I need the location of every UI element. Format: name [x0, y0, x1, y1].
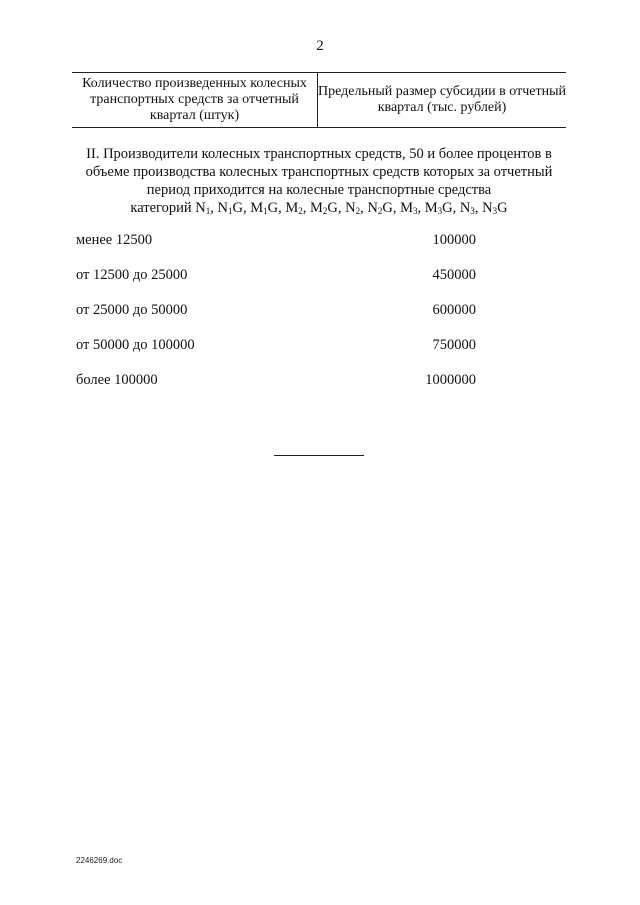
page-number: 2	[316, 38, 324, 54]
table-row	[76, 302, 476, 320]
category-code: $M_3G$	[424, 200, 453, 216]
category-code: $N_3G$	[482, 200, 508, 216]
quantity-range: от 12500 до 25000	[76, 267, 188, 283]
column-header-quantity: Количество произведенных колесных транспортных средств за отчетный квартал (штук)	[72, 73, 318, 127]
subsidy-value: 600000	[432, 302, 476, 318]
category-code: $M_2G$	[310, 200, 338, 216]
table-row	[76, 337, 476, 355]
categories-prefix: категорий	[130, 200, 192, 216]
category-code: $N_2G$	[367, 200, 393, 216]
section-heading	[72, 145, 566, 217]
table-row	[76, 232, 476, 250]
category-code: $M_1G$	[250, 200, 279, 216]
subsidy-value: 1000000	[425, 372, 476, 388]
quantity-range: от 50000 до 100000	[76, 337, 195, 353]
quantity-range: от 25000 до 50000	[76, 302, 188, 318]
subsidy-value: 100000	[432, 232, 476, 248]
category-code: $M_2$	[285, 200, 303, 216]
subsidy-value: 750000	[432, 337, 476, 353]
table-row	[76, 372, 476, 390]
category-code: $N_2$	[345, 200, 361, 216]
document-id: 2246269.doc	[76, 856, 123, 865]
section-heading-text: II. Производители колесных транспортных средств, 50 и более процентов в объеме производства колесных транспортных средств которых за отчетный период приходится на колесные транспортные средства	[85, 146, 553, 198]
category-code: $N_1G$	[217, 200, 243, 216]
table-header	[72, 72, 566, 128]
quantity-range: менее 12500	[76, 232, 153, 248]
end-separator-line	[274, 455, 364, 456]
subsidy-value: 450000	[432, 267, 476, 283]
column-header-subsidy-limit: Предельный размер субсидии в отчетный квартал (тыс. рублей)	[318, 84, 566, 115]
category-code: $M_3$	[400, 200, 418, 216]
category-code: $N_3$	[459, 200, 475, 216]
category-code: $N_1$	[195, 200, 211, 216]
category-list: $N_1$, $N_1G$, $M_1G$, $M_2$, $M_2G$, $N_2$, $N_2G$, $M_3$, $M_3G$, $N_3$, $N_3G$	[195, 200, 508, 216]
table-row	[76, 267, 476, 285]
quantity-range: более 100000	[76, 372, 158, 388]
